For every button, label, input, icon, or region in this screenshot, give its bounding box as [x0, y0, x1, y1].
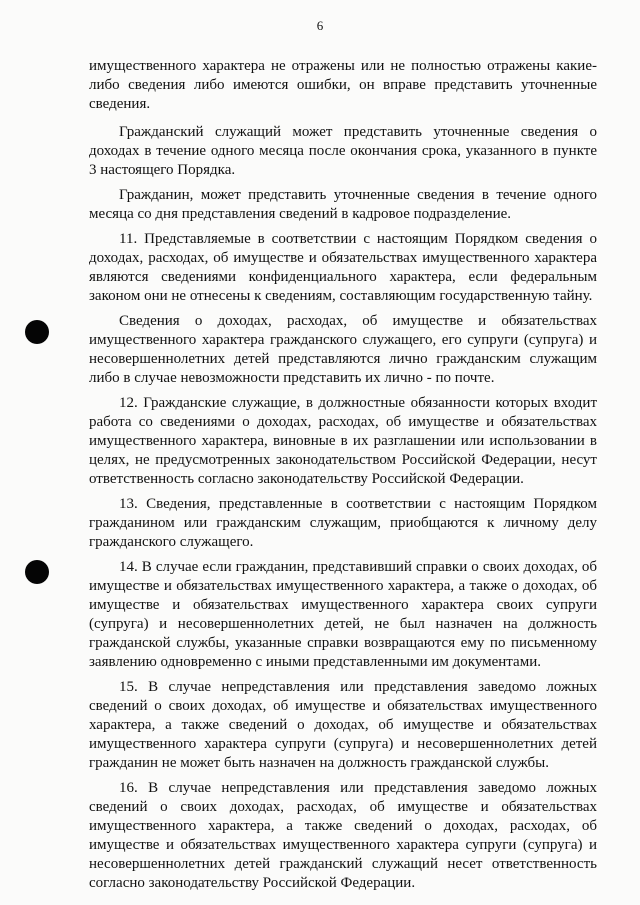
paragraph: 14. В случае если гражданин, представивший справки о своих доходах, об имуществе и обязательствах имущественного характера, а также о доходах, об имуществе и обязательствах имущественного характера своих супруги (супруга) и несовершеннолетних детей, не был назначен на должность гражданской службы, указанные справки возвращаются ему по письменному заявлению одновременно с иными представленными им документами. — [89, 559, 597, 670]
paragraph: имущественного характера не отражены или не полностью отражены какие-либо сведения либо имеются ошибки, он вправе представить уточненные сведения. — [89, 58, 597, 112]
paragraph: 11. Представляемые в соответствии с настоящим Порядком сведения о доходах, расходах, об имуществе и обязательствах имущественного характера являются сведениями конфиденциального характера, если федеральным законом они не отнесены к сведениям, составляющим государственную тайну. — [89, 231, 597, 304]
page-number: 6 — [316, 18, 324, 33]
paragraph: 15. В случае непредставления или представления заведомо ложных сведений о своих доходах, об имуществе и обязательствах имущественного характера, а также сведений о доходах, об имуществе и обязательствах имущественного характера супруги (супруга) и несовершеннолетних детей гражданин не может быть назначен на должность гражданской службы. — [89, 679, 597, 771]
punch-hole-mark — [25, 320, 49, 344]
paragraph: Гражданский служащий может представить уточненные сведения о доходах в течение одного месяца после окончания срока, указанного в пункте 3 настоящего Порядка. — [89, 124, 597, 178]
paragraph: 12. Гражданские служащие, в должностные обязанности которых входит работа со сведениями о доходах, расходах, об имуществе и обязательствах имущественного характера, виновные в их разглашении или использовании в целях, не предусмотренных законодательством Российской Федерации, несут ответственность согласно законодательству Российской Федерации. — [89, 395, 597, 487]
punch-hole-mark — [25, 560, 49, 584]
paragraph: Сведения о доходах, расходах, об имуществе и обязательствах имущественного характера гражданского служащего, его супруги (супруга) и несовершеннолетних детей представляются лично гражданским служащим либо в случае невозможности представить их лично - по почте. — [89, 313, 597, 386]
paragraph: 16. В случае непредставления или представления заведомо ложных сведений о своих доходах, расходах, об имуществе и обязательствах имущественного характера, а также сведений о доходах, расходах, об имуществе и обязательствах имущественного характера супруги (супруга) и несовершеннолетних детей гражданский служащий несет ответственность согласно законодательству Российской Федерации. — [89, 780, 597, 891]
paragraph: Гражданин, может представить уточненные сведения в течение одного месяца со дня представления сведений в кадровое подразделение. — [89, 187, 597, 222]
document-body — [89, 57, 597, 899]
paragraph: 13. Сведения, представленные в соответствии с настоящим Порядком гражданином или гражданским служащим, приобщаются к личному делу гражданского служащего. — [89, 496, 597, 550]
